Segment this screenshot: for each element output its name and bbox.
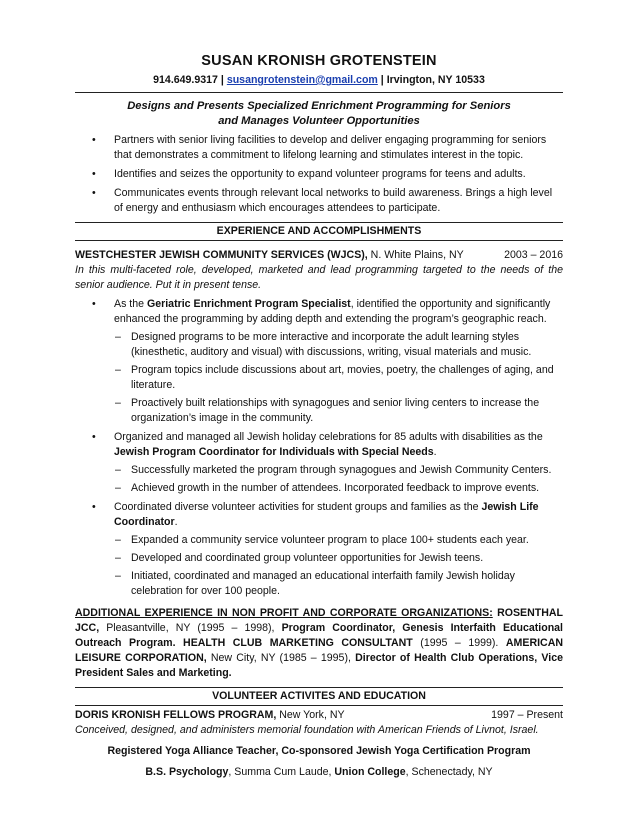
volunteer-description: Conceived, designed, and administers memorial foundation with American Friends of Livnot, Israel. — [75, 724, 539, 736]
sub-item: – Expanded a community service volunteer program to place 100+ students each year. — [114, 533, 563, 548]
volunteer-org: DORIS KRONISH FELLOWS PROGRAM, — [75, 709, 277, 721]
candidate-name: SUSAN KRONISH GROTENSTEIN — [201, 53, 437, 69]
sub-item: – Initiated, coordinated and managed an educational interfaith family Jewish holiday celebration for over 100 people. — [114, 569, 563, 599]
sub-item: – Successfully marketed the program through synagogues and Jewish Community Centers. — [114, 463, 563, 478]
sub-item: – Program topics include discussions about art, movies, poetry, the challenges of aging, and literature. — [114, 363, 563, 393]
headline-line-1: Designs and Presents Specialized Enrichment Programming for Seniors — [127, 100, 511, 112]
bullet-text: . — [433, 446, 437, 458]
college-location: , Schenectady, NY — [405, 766, 493, 778]
summary-item: • Communicates events through relevant local networks to build awareness. Brings a high level of energy and enthusiasm which encourages attendees to participate. — [75, 186, 563, 216]
bullet-text: . — [174, 516, 178, 528]
additional-text: Pleasantville, NY (1995 – 1998), — [99, 622, 282, 634]
bullet-text: Coordinated diverse volunteer activities for student groups and families as the — [114, 501, 482, 513]
sub-item: – Proactively built relationships with synagogues and senior living centers to increase the organization’s image in the community. — [114, 396, 563, 426]
sub-item: – Designed programs to be more interactive and incorporate the adult learning styles (kinesthetic, auditory and visual) with discussions, writing, visual materials and music. — [114, 330, 563, 360]
headline — [75, 99, 563, 129]
job-header — [75, 248, 563, 263]
headline-line-2: and Manages Volunteer Opportunities — [218, 115, 420, 127]
location: Irvington, NY 10533 — [386, 74, 485, 86]
certification: Registered Yoga Alliance Teacher, Co-sponsored Jewish Yoga Certification Program — [107, 745, 531, 757]
job-description: In this multi-faceted role, developed, marketed and lead programming targeted to the needs of the senior audience. Put it in present tense. — [75, 264, 563, 291]
phone-number: 914.649.9317 — [153, 74, 218, 86]
volunteer-dates: 1997 – Present — [491, 709, 563, 721]
education — [75, 765, 563, 780]
bullet-text: Organized and managed all Jewish holiday celebrations for 85 adults with disabilities as the — [114, 431, 543, 443]
email-link[interactable]: susangrotenstein@gmail.com — [226, 74, 378, 86]
job-bullet — [75, 500, 563, 599]
additional-text: (1995 – 1999). — [412, 637, 506, 649]
bullet-text: , identified the opportunity and significantly enhanced the programming by adding depth and extending the program’s geographic reach. — [114, 298, 551, 325]
bullet-text: As the — [114, 298, 147, 310]
college: Union College — [334, 766, 406, 778]
role-title: Jewish Life Coordinator — [114, 501, 539, 528]
summary-list — [75, 133, 563, 216]
job-bullet — [75, 297, 563, 426]
volunteer-location: New York, NY — [276, 709, 345, 721]
volunteer-org-line — [75, 708, 345, 723]
additional-heading: ADDITIONAL EXPERIENCE IN NON PROFIT AND CORPORATE ORGANIZATIONS: — [75, 607, 493, 619]
additional-role-1: Program Coordinator, Genesis Interfaith Educational Outreach Program. HEALTH CLUB MARKETING CONSULTANT — [75, 622, 563, 649]
contact-separator: | — [217, 74, 227, 86]
additional-role-2: Director of Health Club Operations, Vice President Sales and Marketing. — [75, 652, 564, 679]
role-title: Jewish Program Coordinator for Individuals with Special Needs — [114, 446, 434, 458]
job-org: WESTCHESTER JEWISH COMMUNITY SERVICES (WJCS), — [75, 249, 368, 261]
volunteer-heading: VOLUNTEER ACTIVITES AND EDUCATION — [75, 687, 563, 706]
job-dates: 2003 – 2016 — [504, 249, 563, 261]
sub-item: – Achieved growth in the number of attendees. Incorporated feedback to improve events. — [114, 481, 563, 496]
job-entry-wjcs — [75, 248, 563, 599]
volunteer-header — [75, 708, 563, 723]
sub-list — [114, 533, 563, 599]
experience-heading: EXPERIENCE AND ACCOMPLISHMENTS — [75, 222, 563, 241]
additional-org-2: AMERICAN LEISURE CORPORATION, — [75, 637, 563, 664]
degree-detail: , Summa Cum Laude, — [228, 766, 335, 778]
job-bullet — [75, 430, 563, 496]
contact-line — [75, 73, 563, 88]
header-divider — [75, 92, 563, 93]
contact-separator: | — [377, 74, 387, 86]
additional-org-1: ROSENTHAL JCC, — [75, 607, 563, 634]
sub-item: – Developed and coordinated group volunteer opportunities for Jewish teens. — [114, 551, 563, 566]
role-title: Geriatric Enrichment Program Specialist — [146, 298, 351, 310]
summary-item: • Partners with senior living facilities to develop and deliver engaging programming for seniors that demonstrates a commitment to lifelong learning and stimulates interest in the topic. — [75, 133, 563, 163]
additional-text: New City, NY (1985 – 1995), — [206, 652, 356, 664]
sub-list — [114, 463, 563, 496]
sub-list — [114, 330, 563, 426]
additional-experience — [75, 606, 563, 681]
job-bullets — [75, 297, 563, 599]
job-org-line — [75, 248, 464, 263]
degree: B.S. Psychology — [145, 766, 229, 778]
job-location: N. White Plains, NY — [367, 249, 464, 261]
summary-item: • Identifies and seizes the opportunity to expand volunteer programs for teens and adults. — [75, 167, 563, 182]
